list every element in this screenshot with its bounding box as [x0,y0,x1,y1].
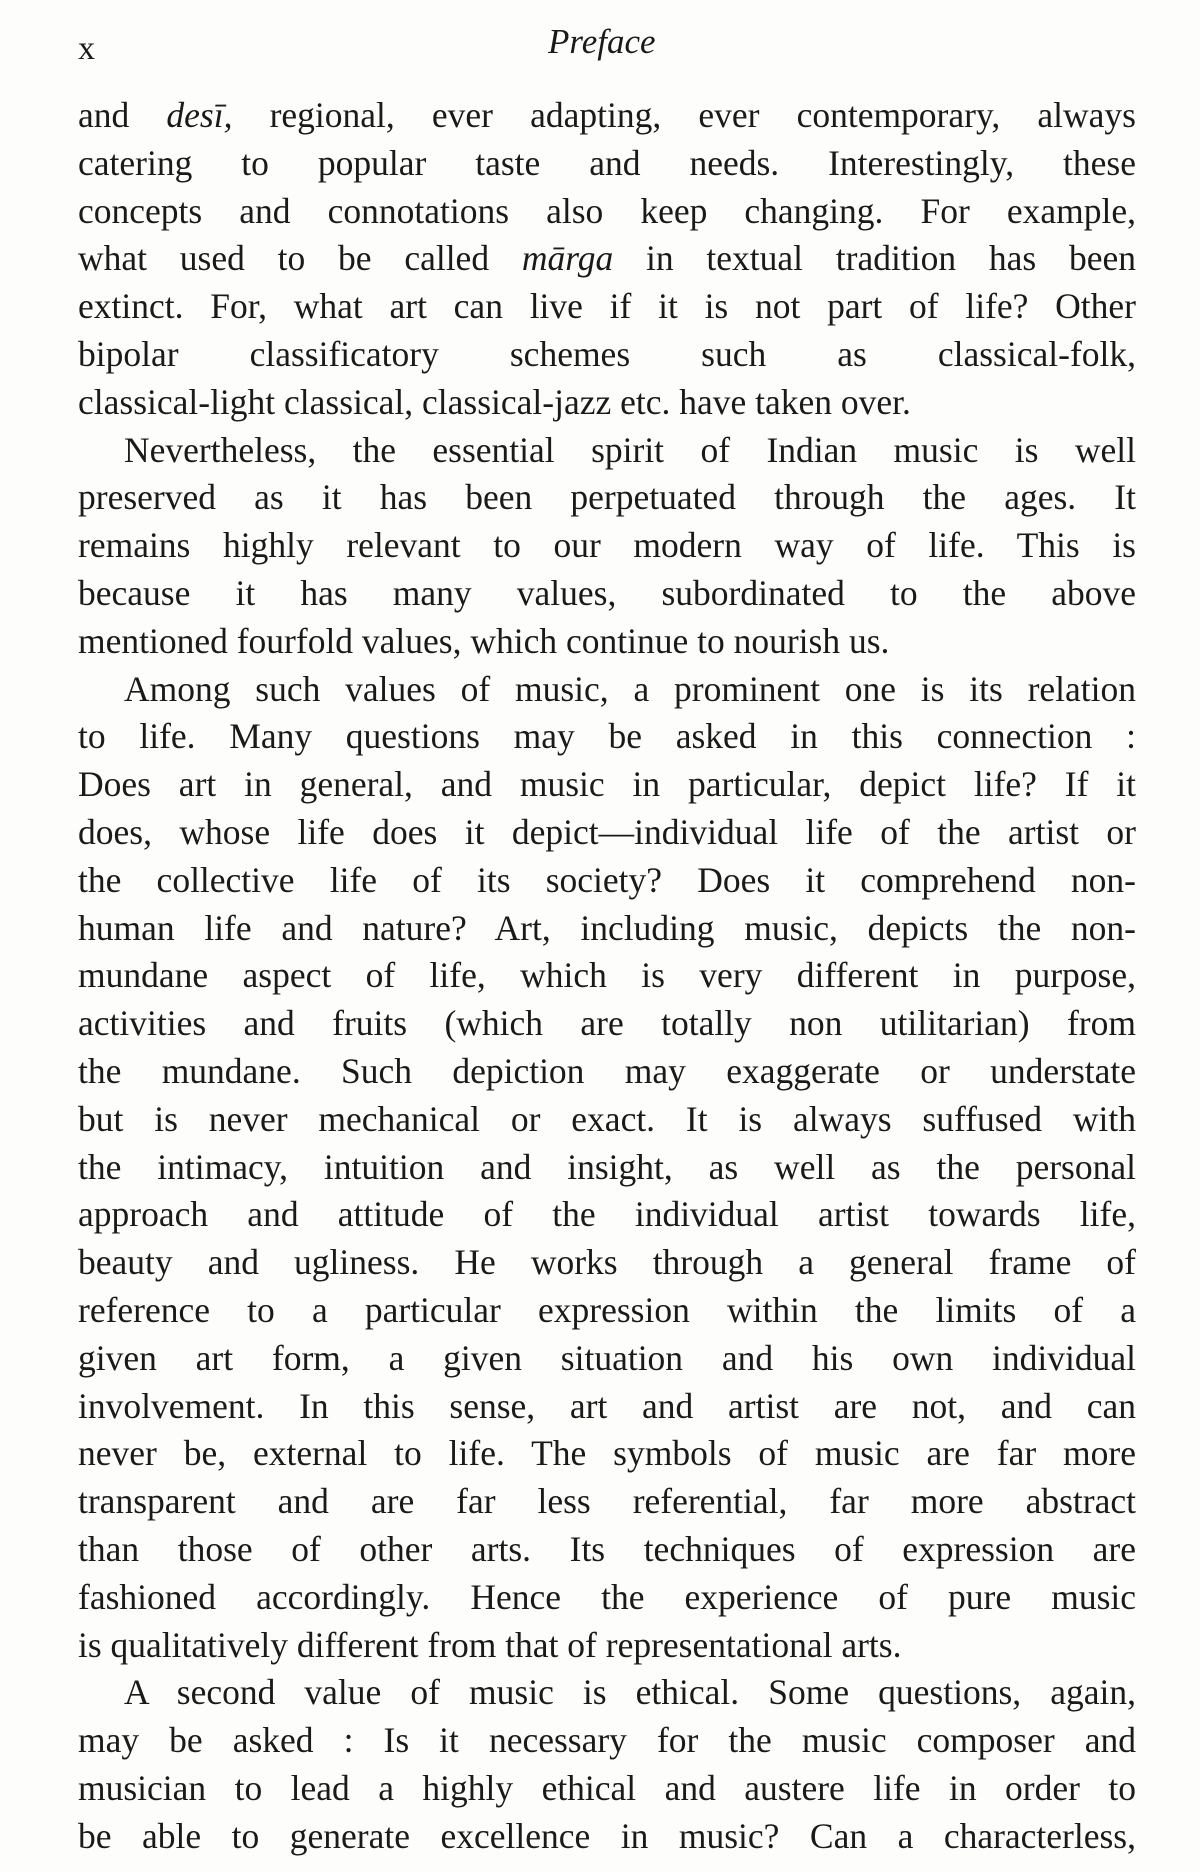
text-line [78,1813,1136,1861]
text-run: preserved as it has been perpetuated through the ages. It [78,477,1136,518]
text-line [78,952,1136,1000]
text-line [78,379,1136,427]
text-line [78,1287,1136,1335]
text-line [78,1430,1136,1478]
text-run: involvement. In this sense, art and artist are not, and can [78,1385,1136,1426]
text-run: classical-light classical, classical-jazz etc. have taken over. [78,381,911,422]
text-line [78,905,1136,953]
text-run: musician to lead a highly ethical and austere life in order to [78,1767,1136,1808]
text-line [78,140,1136,188]
text-run: what used to be called [78,238,522,279]
text-run: in textual tradition has been [613,238,1136,279]
text-line [78,570,1136,618]
text-line [78,235,1136,283]
text-line [78,666,1136,714]
text-run: human life and nature? Art, including music, depicts the non- [78,907,1136,948]
text-line [78,1383,1136,1431]
text-line [78,1717,1136,1765]
text-run: be able to generate excellence in music? Can a characterless, [78,1815,1136,1856]
text-run: Among such values of music, a prominent one is its relation [124,668,1136,709]
text-run: the mundane. Such depiction may exaggerate or understate [78,1050,1136,1091]
text-run: transparent and are far less referential, far more abstract [78,1481,1136,1522]
text-run: to life. Many questions may be asked in this connection : [78,716,1136,757]
text-run: activities and fruits (which are totally non utilitarian) from [78,1003,1136,1044]
text-run: fashioned accordingly. Hence the experience of pure music [78,1576,1136,1617]
text-run: may be asked : Is it necessary for the music composer and [78,1720,1136,1761]
text-run: the intimacy, intuition and insight, as well as the personal [78,1146,1136,1187]
text-line [78,761,1136,809]
text-run: remains highly relevant to our modern way of life. This is [78,525,1136,566]
text-run: is qualitatively different from that of representational arts. [78,1624,902,1665]
text-run: than those of other arts. Its techniques of expression are [78,1528,1136,1569]
text-run: A second value of music is ethical. Some questions, again, [124,1672,1136,1713]
text-run: the collective life of its society? Does it comprehend non- [78,859,1136,900]
paragraph [78,1669,1136,1860]
text-run: beauty and ugliness. He works through a general frame of [78,1242,1136,1283]
page-number: x [78,30,96,67]
text-line [78,713,1136,761]
text-line [78,92,1136,140]
text-line [78,809,1136,857]
text-line [78,1622,1136,1670]
paragraph [78,666,1136,1670]
text-line [78,618,1136,666]
text-line [78,1000,1136,1048]
text-line [78,1144,1136,1192]
text-run: does, whose life does it depict—individual life of the artist or [78,811,1136,852]
text-line [78,474,1136,522]
text-line [78,1335,1136,1383]
text-line [78,331,1136,379]
text-run: reference to a particular expression within the limits of a [78,1289,1136,1330]
text-run: bipolar classificatory schemes such as classical-folk, [78,333,1136,374]
text-line [78,1526,1136,1574]
text-run: because it has many values, subordinated to the above [78,572,1136,613]
text-line [78,1239,1136,1287]
text-line [78,283,1136,331]
text-run: concepts and connotations also keep changing. For example, [78,190,1136,231]
text-run: Does art in general, and music in particular, depict life? If it [78,764,1136,805]
text-line [78,1478,1136,1526]
italic-term: desī, [166,95,233,135]
text-line [78,1669,1136,1717]
text-run: given art form, a given situation and his own individual [78,1337,1136,1378]
running-head: Preface [548,22,656,61]
page-header [78,18,1140,68]
text-run: extinct. For, what art can live if it is not part of life? Other [78,286,1136,327]
text-line [78,1048,1136,1096]
paragraph [78,427,1136,666]
text-run: but is never mechanical or exact. It is always suffused with [78,1098,1136,1139]
text-run: approach and attitude of the individual artist towards life, [78,1194,1136,1235]
text-line [78,188,1136,236]
text-run: mentioned fourfold values, which continue to nourish us. [78,620,890,661]
text-run: and [78,95,167,135]
italic-term: mārga [521,238,614,279]
text-run: never be, external to life. The symbols of music are far more [78,1433,1136,1474]
text-run: catering to popular taste and needs. Interestingly, these [78,142,1136,183]
text-run: regional, ever adapting, ever contemporary, always [232,95,1136,135]
text-run: mundane aspect of life, which is very different in purpose, [78,955,1136,996]
text-run: Nevertheless, the essential spirit of Indian music is well [124,429,1136,470]
text-line [78,857,1136,905]
text-line [78,1191,1136,1239]
text-line [78,1574,1136,1622]
text-line [78,522,1136,570]
text-line [78,1096,1136,1144]
text-line [78,427,1136,475]
paragraph [78,92,1136,427]
text-line [78,1765,1136,1813]
body-text [78,92,1136,1860]
